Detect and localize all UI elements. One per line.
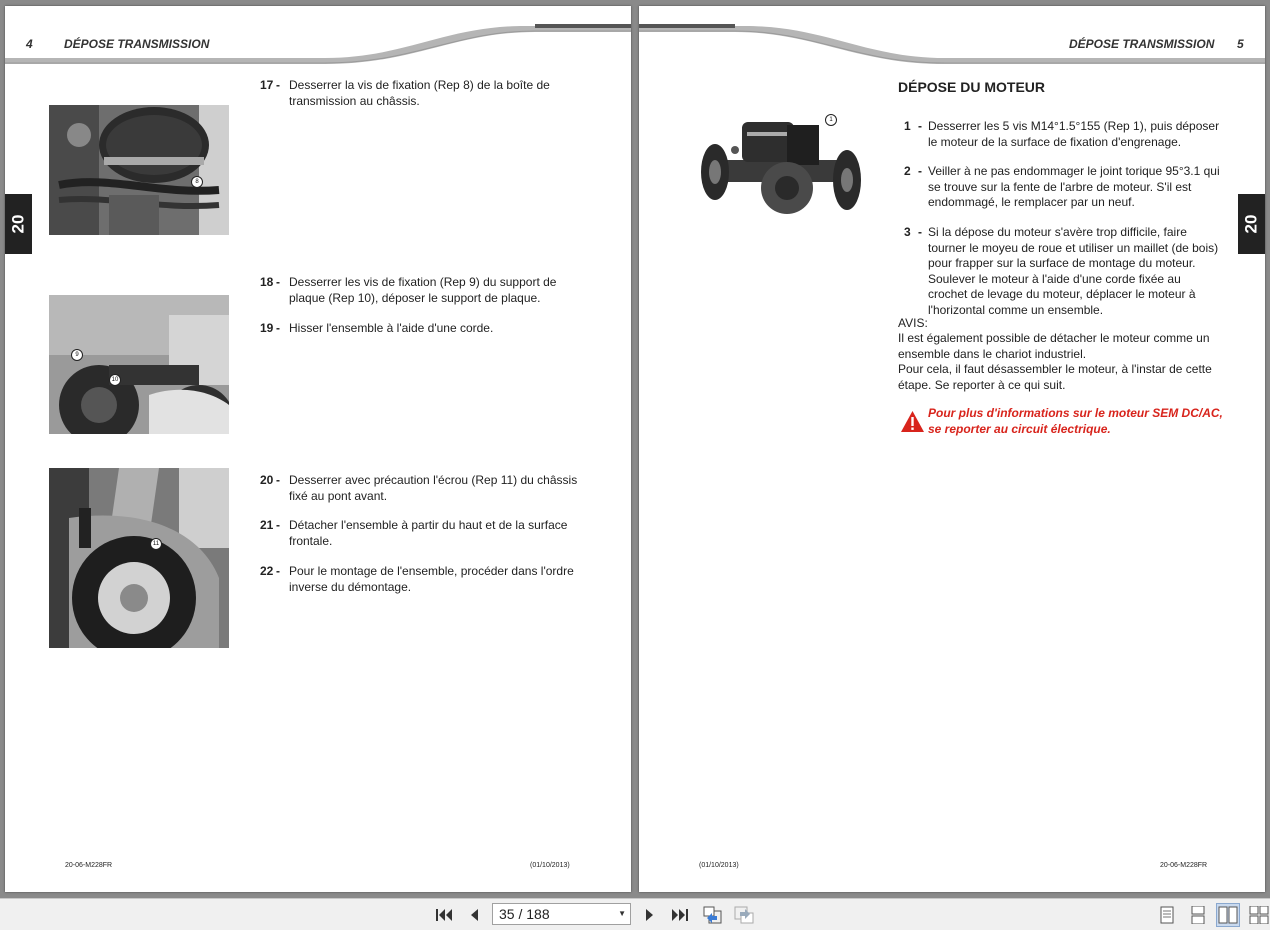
step-20: 20 - Desserrer avec précaution l'écrou (Rep 11) du châssis fixé au pont avant. — [260, 473, 578, 503]
step-2: 2 - Veiller à ne pas endommager le joint torique 95°3.1 qui se trouve sur la fente de l'arbre de moteur. S'il est endommagé, le remplacer par un neuf. — [904, 164, 1220, 209]
previous-page-icon[interactable] — [463, 904, 485, 926]
page-number: 4 — [26, 37, 33, 51]
page-number: 5 — [1237, 37, 1244, 51]
next-page-icon[interactable] — [639, 904, 661, 926]
step-18: 18 - Desserrer les vis de fixation (Rep 9) du support de plaque (Rep 10), déposer le support de plaque. — [260, 275, 557, 305]
page-number-input[interactable]: 35 / 188 ▼ — [492, 903, 631, 925]
notice-line-2: Pour cela, il faut désassembler le moteur, à l'instar de cette étape. Se reporter à ce qui suit. — [898, 362, 1212, 392]
warning-icon — [900, 410, 925, 433]
callout-10: 10 — [109, 374, 121, 386]
step-3: 3 - Si la dépose du moteur s'avère trop difficile, faire tourner le moyeu de roue et utiliser un maillet (de bois) pour frapper sur la surface de montage du moteur. Soulever le moteur à l'aide d'une corde fixée au crochet de levage du moteur, déplacer le moteur à l'horizontal comme un ensemble. — [904, 225, 1219, 317]
notice-line-1: Il est également possible de détacher le moteur comme un ensemble dans le chariot industriel. — [898, 331, 1210, 361]
chevron-down-icon[interactable]: ▼ — [618, 909, 626, 918]
photo-plate-support — [49, 295, 229, 434]
viewer-toolbar — [0, 898, 1270, 930]
callout-9: 9 — [71, 349, 83, 361]
continuous-facing-icon[interactable] — [1248, 904, 1270, 926]
step-1: 1 - Desserrer les 5 vis M14°1.5°155 (Rep 1), puis déposer le moteur de la surface de fixation d'engrenage. — [904, 119, 1220, 149]
single-page-icon[interactable] — [1156, 904, 1178, 926]
section-tab: 20 — [5, 194, 32, 254]
step-22: 22 - Pour le montage de l'ensemble, procéder dans l'ordre inverse du démontage. — [260, 564, 574, 594]
next-view-icon[interactable] — [733, 904, 755, 926]
callout-1: 1 — [825, 114, 837, 126]
facing-icon[interactable] — [1216, 903, 1240, 927]
document-page-left — [5, 6, 631, 892]
notice-label: AVIS: — [898, 316, 928, 330]
section-title: DÉPOSE DU MOTEUR — [898, 79, 1046, 95]
section-tab: 20 — [1238, 194, 1265, 254]
callout-11: 11 — [150, 538, 162, 550]
continuous-icon[interactable] — [1187, 904, 1209, 926]
photo-motor-assembly — [687, 110, 867, 220]
photo-front-axle-nut — [49, 468, 229, 648]
photo-transmission-bolt — [49, 105, 229, 235]
first-page-icon[interactable] — [433, 904, 455, 926]
footer-date: (01/10/2013) — [530, 862, 570, 869]
step-19: 19 - Hisser l'ensemble à l'aide d'une corde. — [260, 321, 494, 335]
header-title: DÉPOSE TRANSMISSION — [64, 37, 210, 51]
footer-date: (01/10/2013) — [699, 862, 739, 869]
callout-8: 8 — [191, 176, 203, 188]
step-17: 17 - Desserrer la vis de fixation (Rep 8) de la boîte de transmission au châssis. — [260, 78, 550, 108]
previous-view-icon[interactable] — [702, 904, 724, 926]
footer-doc-code: 20-06-M228FR — [1160, 862, 1208, 869]
last-page-icon[interactable] — [669, 904, 691, 926]
footer-doc-code: 20-06-M228FR — [65, 862, 113, 869]
step-21: 21 - Détacher l'ensemble à partir du haut et de la surface frontale. — [260, 518, 568, 548]
warning-text: Pour plus d'informations sur le moteur SEM DC/AC, se reporter au circuit électrique. — [928, 406, 1223, 436]
header-title: DÉPOSE TRANSMISSION — [1069, 37, 1215, 51]
document-page-right — [639, 6, 1265, 892]
